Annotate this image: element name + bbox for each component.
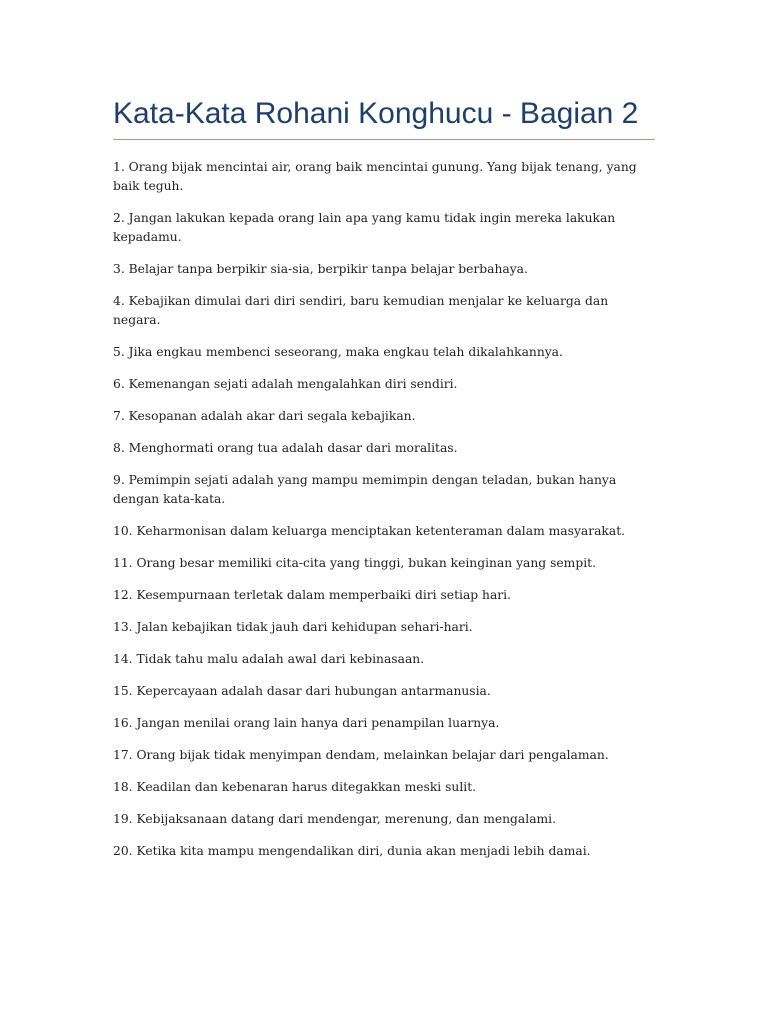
quote-item: 3. Belajar tanpa berpikir sia-sia, berpikir tanpa belajar berbahaya. xyxy=(113,262,528,276)
quote-item: 12. Kesempurnaan terletak dalam memperbaiki diri setiap hari. xyxy=(113,588,512,602)
quote-item: 1. Orang bijak mencintai air, orang baik mencintai gunung. Yang bijak tenang, yang baik teguh. xyxy=(113,160,637,193)
quote-item: 19. Kebijaksanaan datang dari mendengar, merenung, dan mengalami. xyxy=(113,812,557,826)
document-title: Kata-Kata Rohani Konghucu - Bagian 2 xyxy=(113,97,639,130)
quote-item: 2. Jangan lakukan kepada orang lain apa yang kamu tidak ingin mereka lakukan kepadamu. xyxy=(113,211,616,244)
quote-item: 20. Ketika kita mampu mengendalikan diri, dunia akan menjadi lebih damai. xyxy=(113,844,591,858)
quote-item: 10. Keharmonisan dalam keluarga menciptakan ketenteraman dalam masyarakat. xyxy=(113,524,626,538)
quote-item: 13. Jalan kebajikan tidak jauh dari kehidupan sehari-hari. xyxy=(113,620,473,634)
quote-item: 16. Jangan menilai orang lain hanya dari penampilan luarnya. xyxy=(113,716,500,730)
quote-item: 5. Jika engkau membenci seseorang, maka engkau telah dikalahkannya. xyxy=(113,345,563,359)
quote-item: 9. Pemimpin sejati adalah yang mampu memimpin dengan teladan, bukan hanya dengan kata-kata. xyxy=(113,473,617,506)
title-underline xyxy=(113,139,655,140)
quote-list xyxy=(113,158,658,874)
quote-item: 11. Orang besar memiliki cita-cita yang tinggi, bukan keinginan yang sempit. xyxy=(113,556,596,570)
quote-item: 15. Kepercayaan adalah dasar dari hubungan antarmanusia. xyxy=(113,684,491,698)
quote-item: 4. Kebajikan dimulai dari diri sendiri, baru kemudian menjalar ke keluarga dan negara. xyxy=(113,294,609,327)
quote-item: 8. Menghormati orang tua adalah dasar dari moralitas. xyxy=(113,441,458,455)
quote-item: 7. Kesopanan adalah akar dari segala kebajikan. xyxy=(113,409,416,423)
quote-item: 6. Kemenangan sejati adalah mengalahkan diri sendiri. xyxy=(113,377,458,391)
quote-item: 18. Keadilan dan kebenaran harus ditegakkan meski sulit. xyxy=(113,780,477,794)
quote-item: 14. Tidak tahu malu adalah awal dari kebinasaan. xyxy=(113,652,425,666)
quote-item: 17. Orang bijak tidak menyimpan dendam, melainkan belajar dari pengalaman. xyxy=(113,748,609,762)
